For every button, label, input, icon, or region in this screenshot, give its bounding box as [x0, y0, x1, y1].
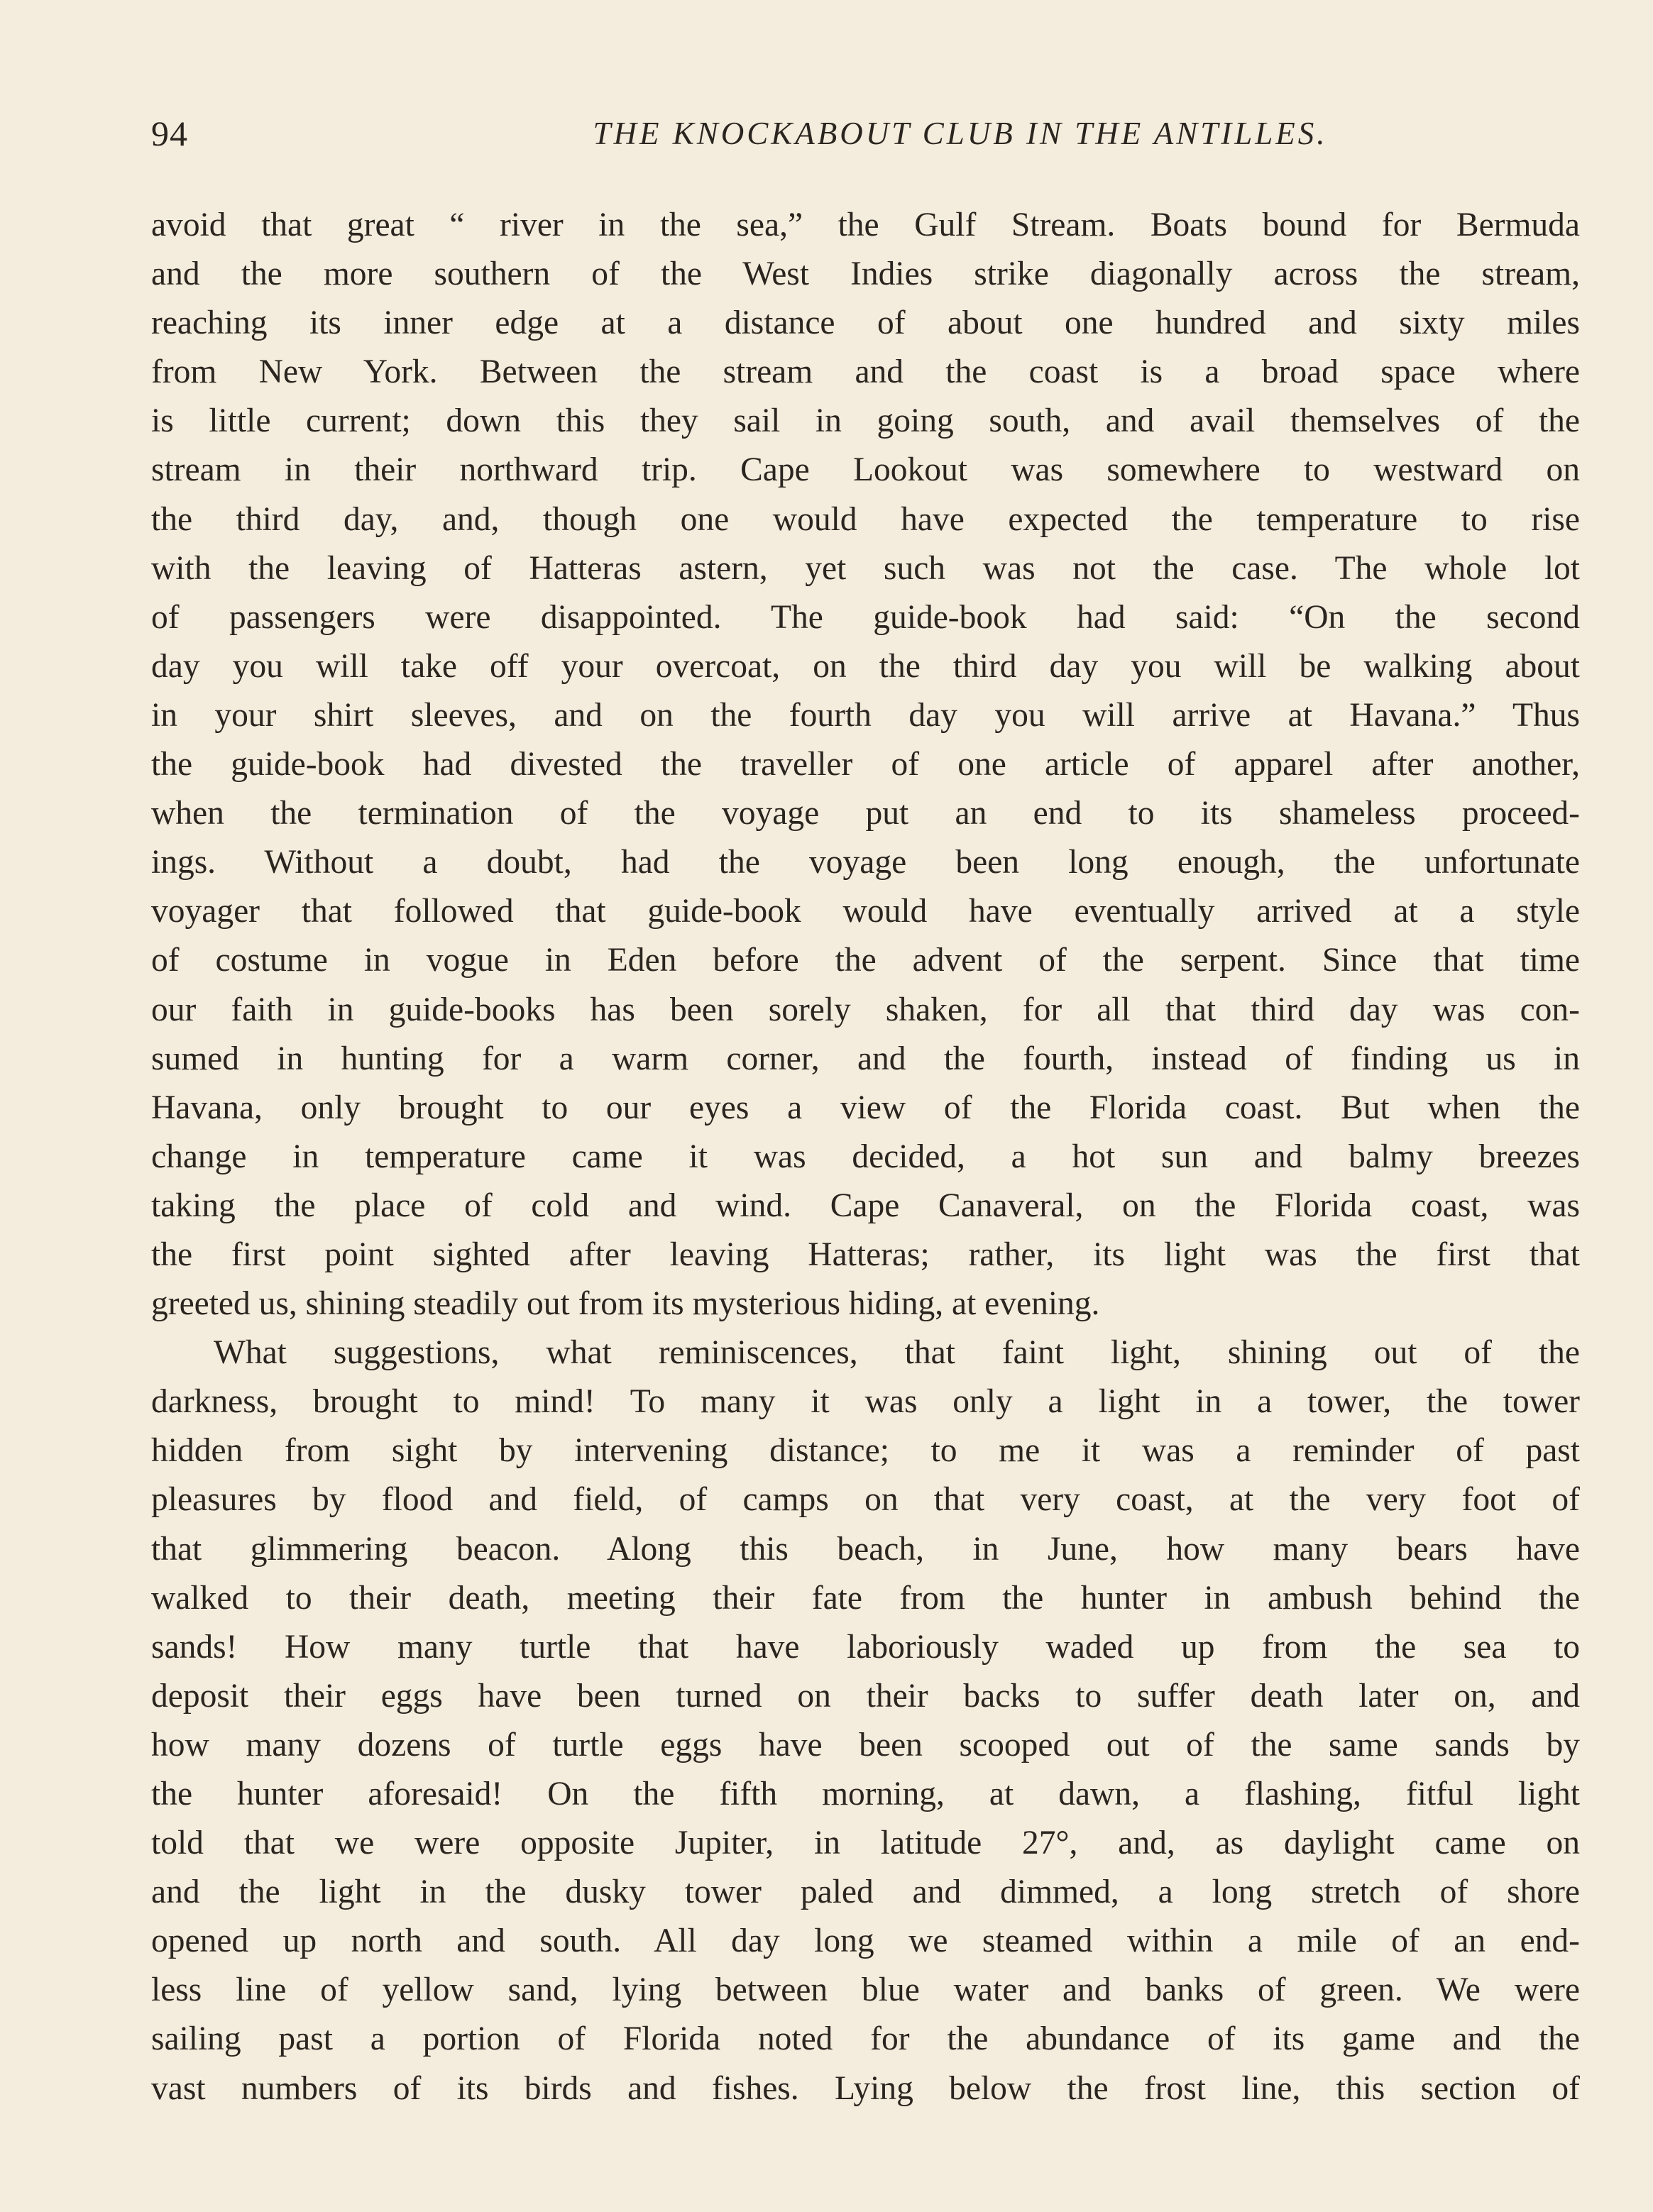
text-line: stream in their northward trip. Cape Lookout was somewhere to westward on — [151, 451, 1580, 489]
text-line: sands! How many turtle that have laboriously waded up from the sea to — [151, 1628, 1580, 1666]
text-line: darkness, brought to mind! To many it was only a light in a tower, the tower — [151, 1383, 1580, 1421]
text-line: sailing past a portion of Florida noted for the abundance of its game and the — [151, 2020, 1580, 2058]
text-line: the hunter aforesaid! On the fifth morning, at dawn, a flashing, fitful light — [151, 1776, 1580, 1812]
text-line: less line of yellow sand, lying between blue water and banks of green. We were — [151, 1971, 1580, 2009]
text-line: sumed in hunting for a warm corner, and the fourth, instead of finding us in — [151, 1040, 1580, 1077]
text-line: pleasures by flood and field, of camps on that very coast, at the very foot of — [151, 1481, 1580, 1519]
text-line: and the light in the dusky tower paled and dimmed, a long stretch of shore — [151, 1873, 1580, 1911]
text-line: in your shirt sleeves, and on the fourth day you will arrive at Havana.” Thus — [151, 696, 1580, 734]
text-line: with the leaving of Hatteras astern, yet such was not the case. The whole lot — [151, 549, 1580, 587]
text-line: ings. Without a doubt, had the voyage been long enough, the unfortunate — [151, 844, 1580, 881]
text-line: is little current; down this they sail in going south, and avail themselves of the — [151, 402, 1580, 440]
text-line: of passengers were disappointed. The guide-book had said: “On the second — [151, 598, 1580, 636]
text-line: vast numbers of its birds and fishes. Lying below the frost line, this section of — [151, 2069, 1580, 2107]
text-line: of costume in vogue in Eden before the advent of the serpent. Since that time — [151, 942, 1580, 979]
text-line: and the more southern of the West Indies strike diagonally across the stream, — [151, 255, 1580, 293]
page-number: 94 — [151, 114, 188, 153]
text-line: day you will take off your overcoat, on the third day you will be walking about — [151, 647, 1580, 685]
text-line: the third day, and, though one would have expected the temperature to rise — [151, 500, 1580, 538]
paragraph-first-line: What suggestions, what reminiscences, that faint light, shining out of the — [214, 1334, 1580, 1372]
paragraph-end-line: greeted us, shining steadily out from its mysterious hiding, at evening. — [151, 1285, 1100, 1323]
text-line: told that we were opposite Jupiter, in latitude 27°, and, as daylight came on — [151, 1825, 1580, 1862]
text-line: Havana, only brought to our eyes a view of the Florida coast. But when the — [151, 1089, 1580, 1126]
text-line: how many dozens of turtle eggs have been scooped out of the same sands by — [151, 1726, 1580, 1763]
text-line: our faith in guide-books has been sorely shaken, for all that third day was con- — [151, 991, 1580, 1028]
body-text — [151, 201, 1580, 2113]
text-line: deposit their eggs have been turned on their backs to suffer death later on, and — [151, 1677, 1580, 1715]
text-line: walked to their death, meeting their fate from the hunter in ambush behind the — [151, 1579, 1580, 1617]
text-line: hidden from sight by intervening distance; to me it was a reminder of past — [151, 1432, 1580, 1470]
running-title: THE KNOCKABOUT CLUB IN THE ANTILLES. — [593, 116, 1328, 151]
running-head — [151, 105, 1585, 162]
text-line: the guide-book had divested the traveller of one article of apparel after another, — [151, 746, 1580, 783]
text-line: when the termination of the voyage put an end to its shameless proceed- — [151, 795, 1580, 832]
text-line: that glimmering beacon. Along this beach, in June, how many bears have — [151, 1530, 1580, 1568]
text-line: change in temperature came it was decided, a hot sun and balmy breezes — [151, 1138, 1580, 1175]
text-line: the first point sighted after leaving Hatteras; rather, its light was the first that — [151, 1236, 1580, 1273]
text-line: opened up north and south. All day long we steamed within a mile of an end- — [151, 1922, 1580, 1960]
text-line: from New York. Between the stream and the coast is a broad space where — [151, 353, 1580, 391]
text-line: voyager that followed that guide-book would have eventually arrived at a style — [151, 893, 1580, 930]
text-line: taking the place of cold and wind. Cape Canaveral, on the Florida coast, was — [151, 1187, 1580, 1224]
text-line: reaching its inner edge at a distance of about one hundred and sixty miles — [151, 304, 1580, 342]
text-line: avoid that great “ river in the sea,” the Gulf Stream. Boats bound for Bermuda — [151, 207, 1580, 243]
